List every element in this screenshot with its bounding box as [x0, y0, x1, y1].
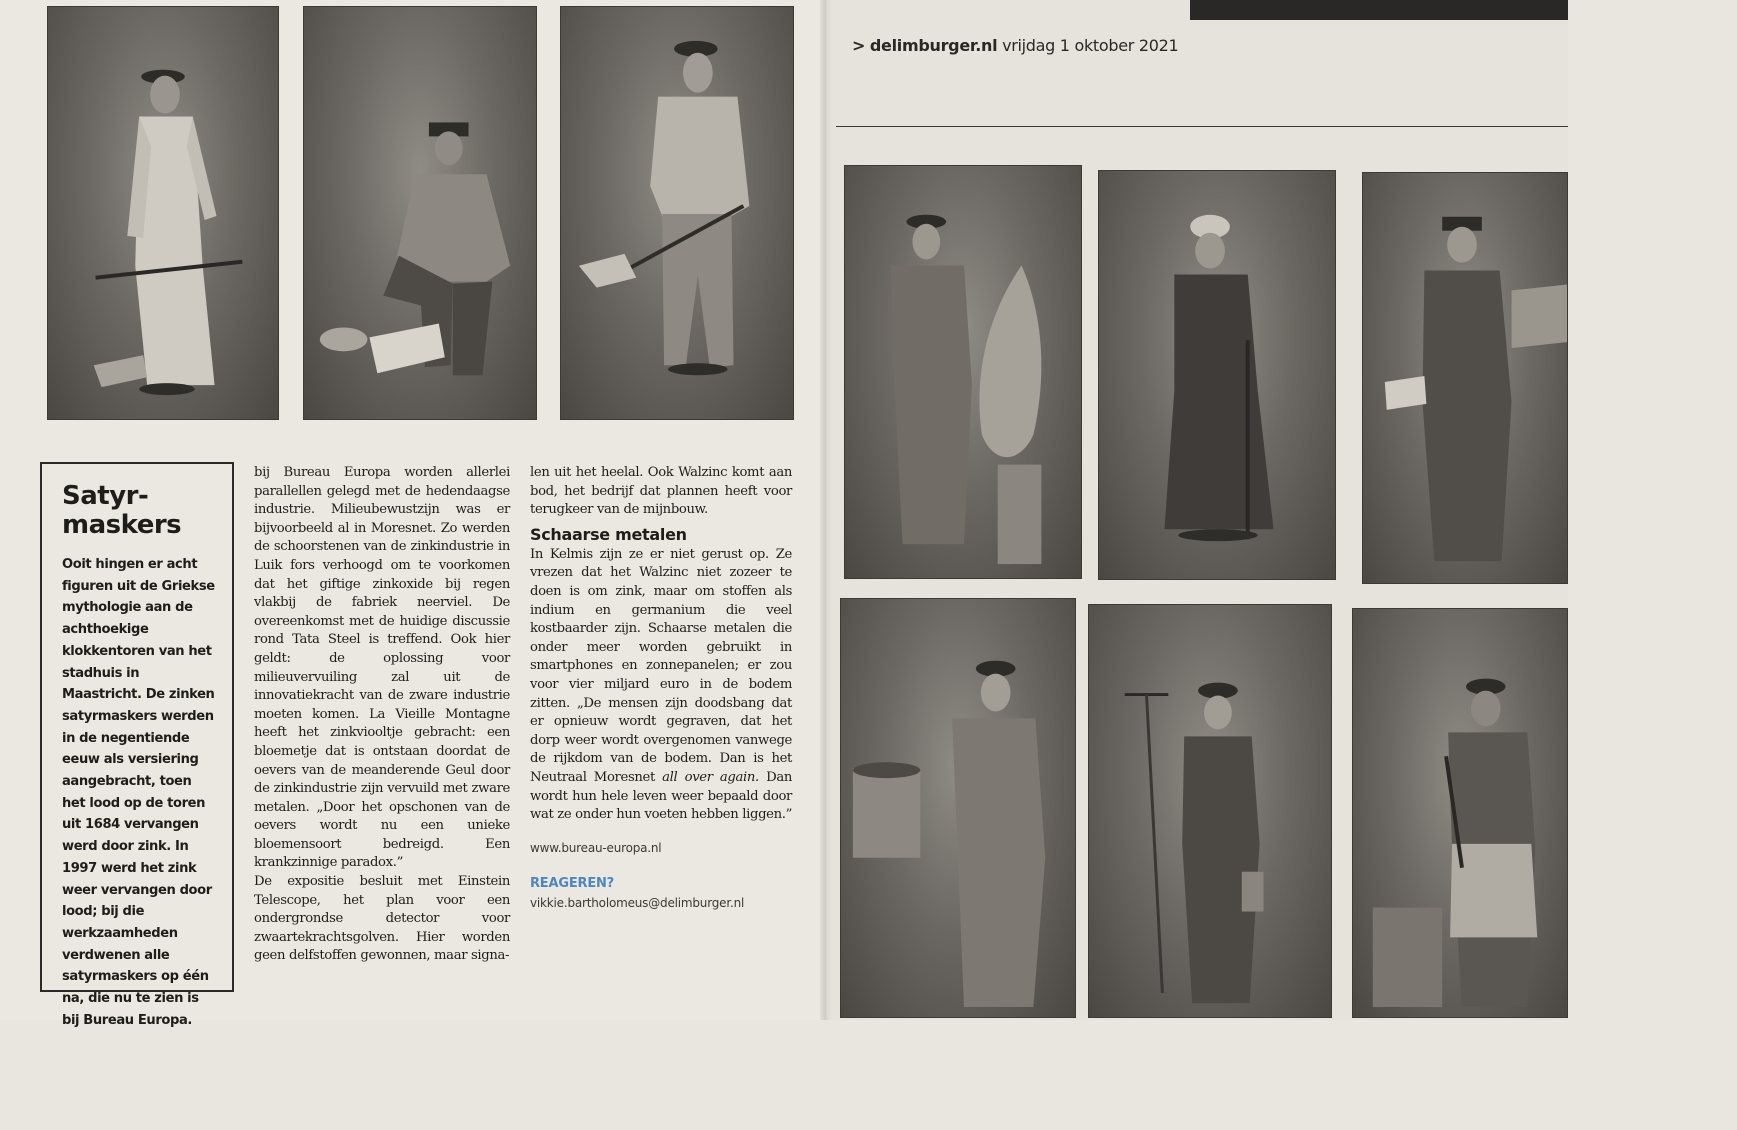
photo-boy-with-pole-and-lamp [1088, 604, 1332, 1018]
photo-man-with-zinc-roof-ornament [844, 165, 1082, 579]
sidebar-title-line2: maskers [62, 510, 182, 540]
photo-man-with-long-shovel [560, 6, 794, 420]
photo-woman-with-headscarf [1098, 170, 1336, 580]
header-rule [836, 126, 1568, 127]
photo-man-beside-barrel [840, 598, 1076, 1018]
top-dark-strip [1190, 0, 1568, 20]
photo-worker-with-shovel-and-apron [47, 6, 279, 420]
page-fold [820, 0, 832, 1020]
photo-seated-boy-with-tools [303, 6, 537, 420]
email-link[interactable]: vikkie.bartholomeus@delimburger.nl [530, 895, 745, 910]
website-link[interactable]: www.bureau-europa.nl [530, 840, 662, 855]
sidebar-title-line1: Satyr- [62, 481, 149, 511]
photo-man-with-hammer-and-apron [1352, 608, 1568, 1018]
subheading: Schaarse metalen [530, 524, 687, 544]
masthead-date: vrijdag 1 oktober 2021 [1002, 36, 1179, 55]
article-column-1 [254, 464, 510, 966]
sidebar-satyrmaskers [40, 462, 234, 1028]
article-paragraph: len uit het heelal. Ook Walzinc komt aan bod, het bedrijf dat plannen heeft voor terugkeer van de mijnbouw. [530, 465, 792, 518]
sidebar-title [62, 482, 218, 540]
article-paragraph: bij Bureau Europa worden allerlei parallellen gelegd met de hedendaagse industrie. Milieubewustzijn was er bijvoorbeeld al in Moresnet. Zo werden de schoorstenen van de zinkindustrie in Luik fors verhoogd om te voorkomen dat het giftige zinkoxide bij regen vlakbij de fabriek neerviel. De overeenkomst met de huidige discussie rond Tata Steel is treffend. Ook hier geldt: de oplossing voor milieuvervuiling zal uit de innovatiekracht van de zware industrie moeten komen. La Vieille Montagne heeft het zinkviooltje gebracht: een bloemetje dat is ontstaan doordat de oevers van de meanderende Geul door de zinkindustrie zijn vervuild met zware metalen. „Door het opschonen van de oevers wordt nu een unieke bloemensoort bedreigd. Een krankzinnige paradox.” [254, 465, 510, 871]
article-column-2 [530, 464, 792, 912]
article-paragraph: In Kelmis zijn ze er niet gerust op. Ze vrezen dat het Walzinc niet zozeer te doen is om zink, maar om stoffen als indium en germanium die veel kostbaarder zijn. Schaarse metalen die onder meer worden gebruikt in smartphones en zonnepanelen; er zou voor vier miljard euro in de bodem zitten. „De mensen zijn doodsbang dat er opnieuw wordt gegraven, dat het dorp weer wordt overgenomen vanwege de rijkdom van de bodem. Dan is het Neutraal Moresnet all over again. Dan wordt hun hele leven weer bepaald door wat ze onder hun voeten hebben liggen.” [530, 546, 792, 823]
masthead-arrow: > [852, 36, 866, 55]
sidebar-body: Ooit hingen er acht figuren uit de Griekse mythologie aan de achthoekige klokkentoren van het stadhuis in Maastricht. De zinken satyrmaskers werden in de negentiende eeuw als versiering aangebracht, toen het lood op de toren uit 1684 vervangen werd door zink. In 1997 werd het zink weer vervangen door lood; bij die werkzaamheden verdwenen alle satyrmaskers op één na, die nu te zien is bij Bureau Europa. [62, 557, 215, 1028]
masthead-brand[interactable]: delimburger.nl [869, 36, 998, 55]
react-label: REAGEREN? [530, 876, 615, 892]
article-paragraph: De expositie besluit met Einstein Telescope, het plan voor een ondergrondse detector voor zwaartekrachtsgolven. Hier worden geen delfstoffen gewonnen, maar signa- [254, 874, 510, 964]
photo-man-with-basket [1362, 172, 1568, 584]
masthead [852, 36, 1178, 55]
